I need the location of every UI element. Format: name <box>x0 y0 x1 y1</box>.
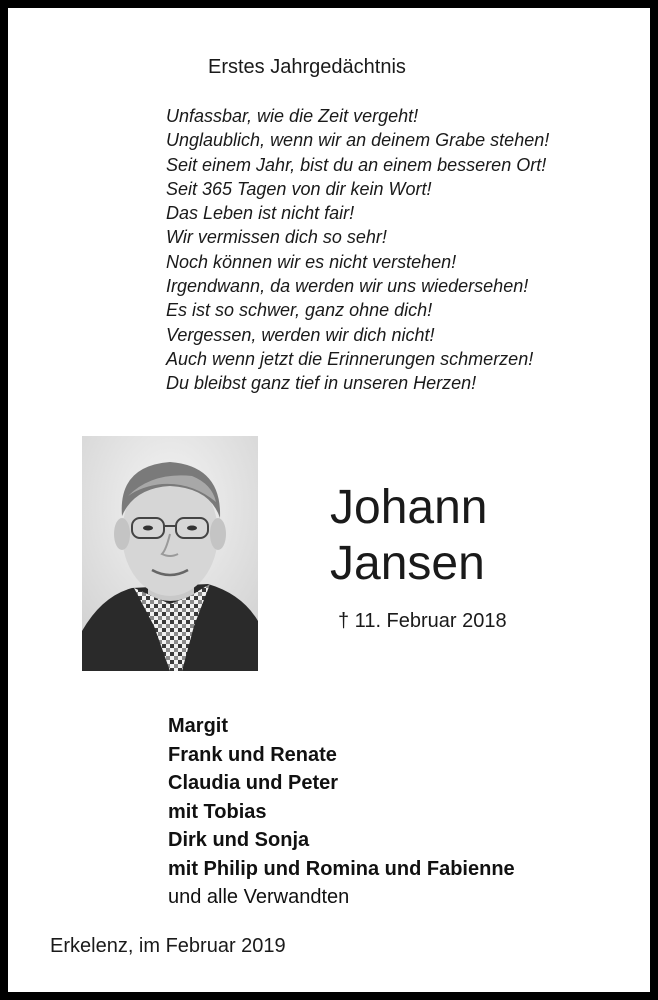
poem-line: Vergessen, werden wir dich nicht! <box>166 324 435 345</box>
poem-line: Seit einem Jahr, bist du an einem besseren Ort! <box>166 154 547 175</box>
family-member: Frank und Renate <box>168 743 337 766</box>
poem-line: Wir vermissen dich so sehr! <box>166 227 387 248</box>
portrait-photo <box>82 436 258 671</box>
family-member: Claudia und Peter <box>168 772 339 794</box>
place-date: Erkelenz, im Februar 2019 <box>50 935 286 957</box>
death-date: † 11. Februar 2018 <box>338 610 507 632</box>
family-list <box>168 712 515 912</box>
poem-line: Das Leben ist nicht fair! <box>166 203 355 224</box>
poem-line: Auch wenn jetzt die Erinnerungen schmerzen! <box>166 348 534 369</box>
heading: Erstes Jahrgedächtnis <box>208 56 406 78</box>
poem-line: Irgendwann, da werden wir uns wiedersehen! <box>166 276 529 297</box>
relatives: und alle Verwandten <box>168 886 350 908</box>
poem-line: Seit 365 Tagen von dir kein Wort! <box>166 178 432 199</box>
poem-line: Es ist so schwer, ganz ohne dich! <box>166 300 433 321</box>
last-name: Jansen <box>330 537 485 590</box>
deceased-name <box>330 480 487 592</box>
poem-line: Noch können wir es nicht verstehen! <box>166 251 457 272</box>
poem-line: Du bleibst ganz tief in unseren Herzen! <box>166 373 477 394</box>
obituary-card <box>8 8 650 992</box>
poem-line: Unglaublich, wenn wir an deinem Grabe stehen! <box>166 130 550 151</box>
poem-line: Unfassbar, wie die Zeit vergeht! <box>166 106 419 126</box>
family-member: mit Philip und Romina und Fabienne <box>168 857 515 880</box>
family-member: Margit <box>168 715 228 737</box>
first-name: Johann <box>330 481 488 534</box>
family-member: Dirk und Sonja <box>168 829 310 851</box>
family-member: mit Tobias <box>168 800 267 823</box>
poem <box>166 104 549 396</box>
